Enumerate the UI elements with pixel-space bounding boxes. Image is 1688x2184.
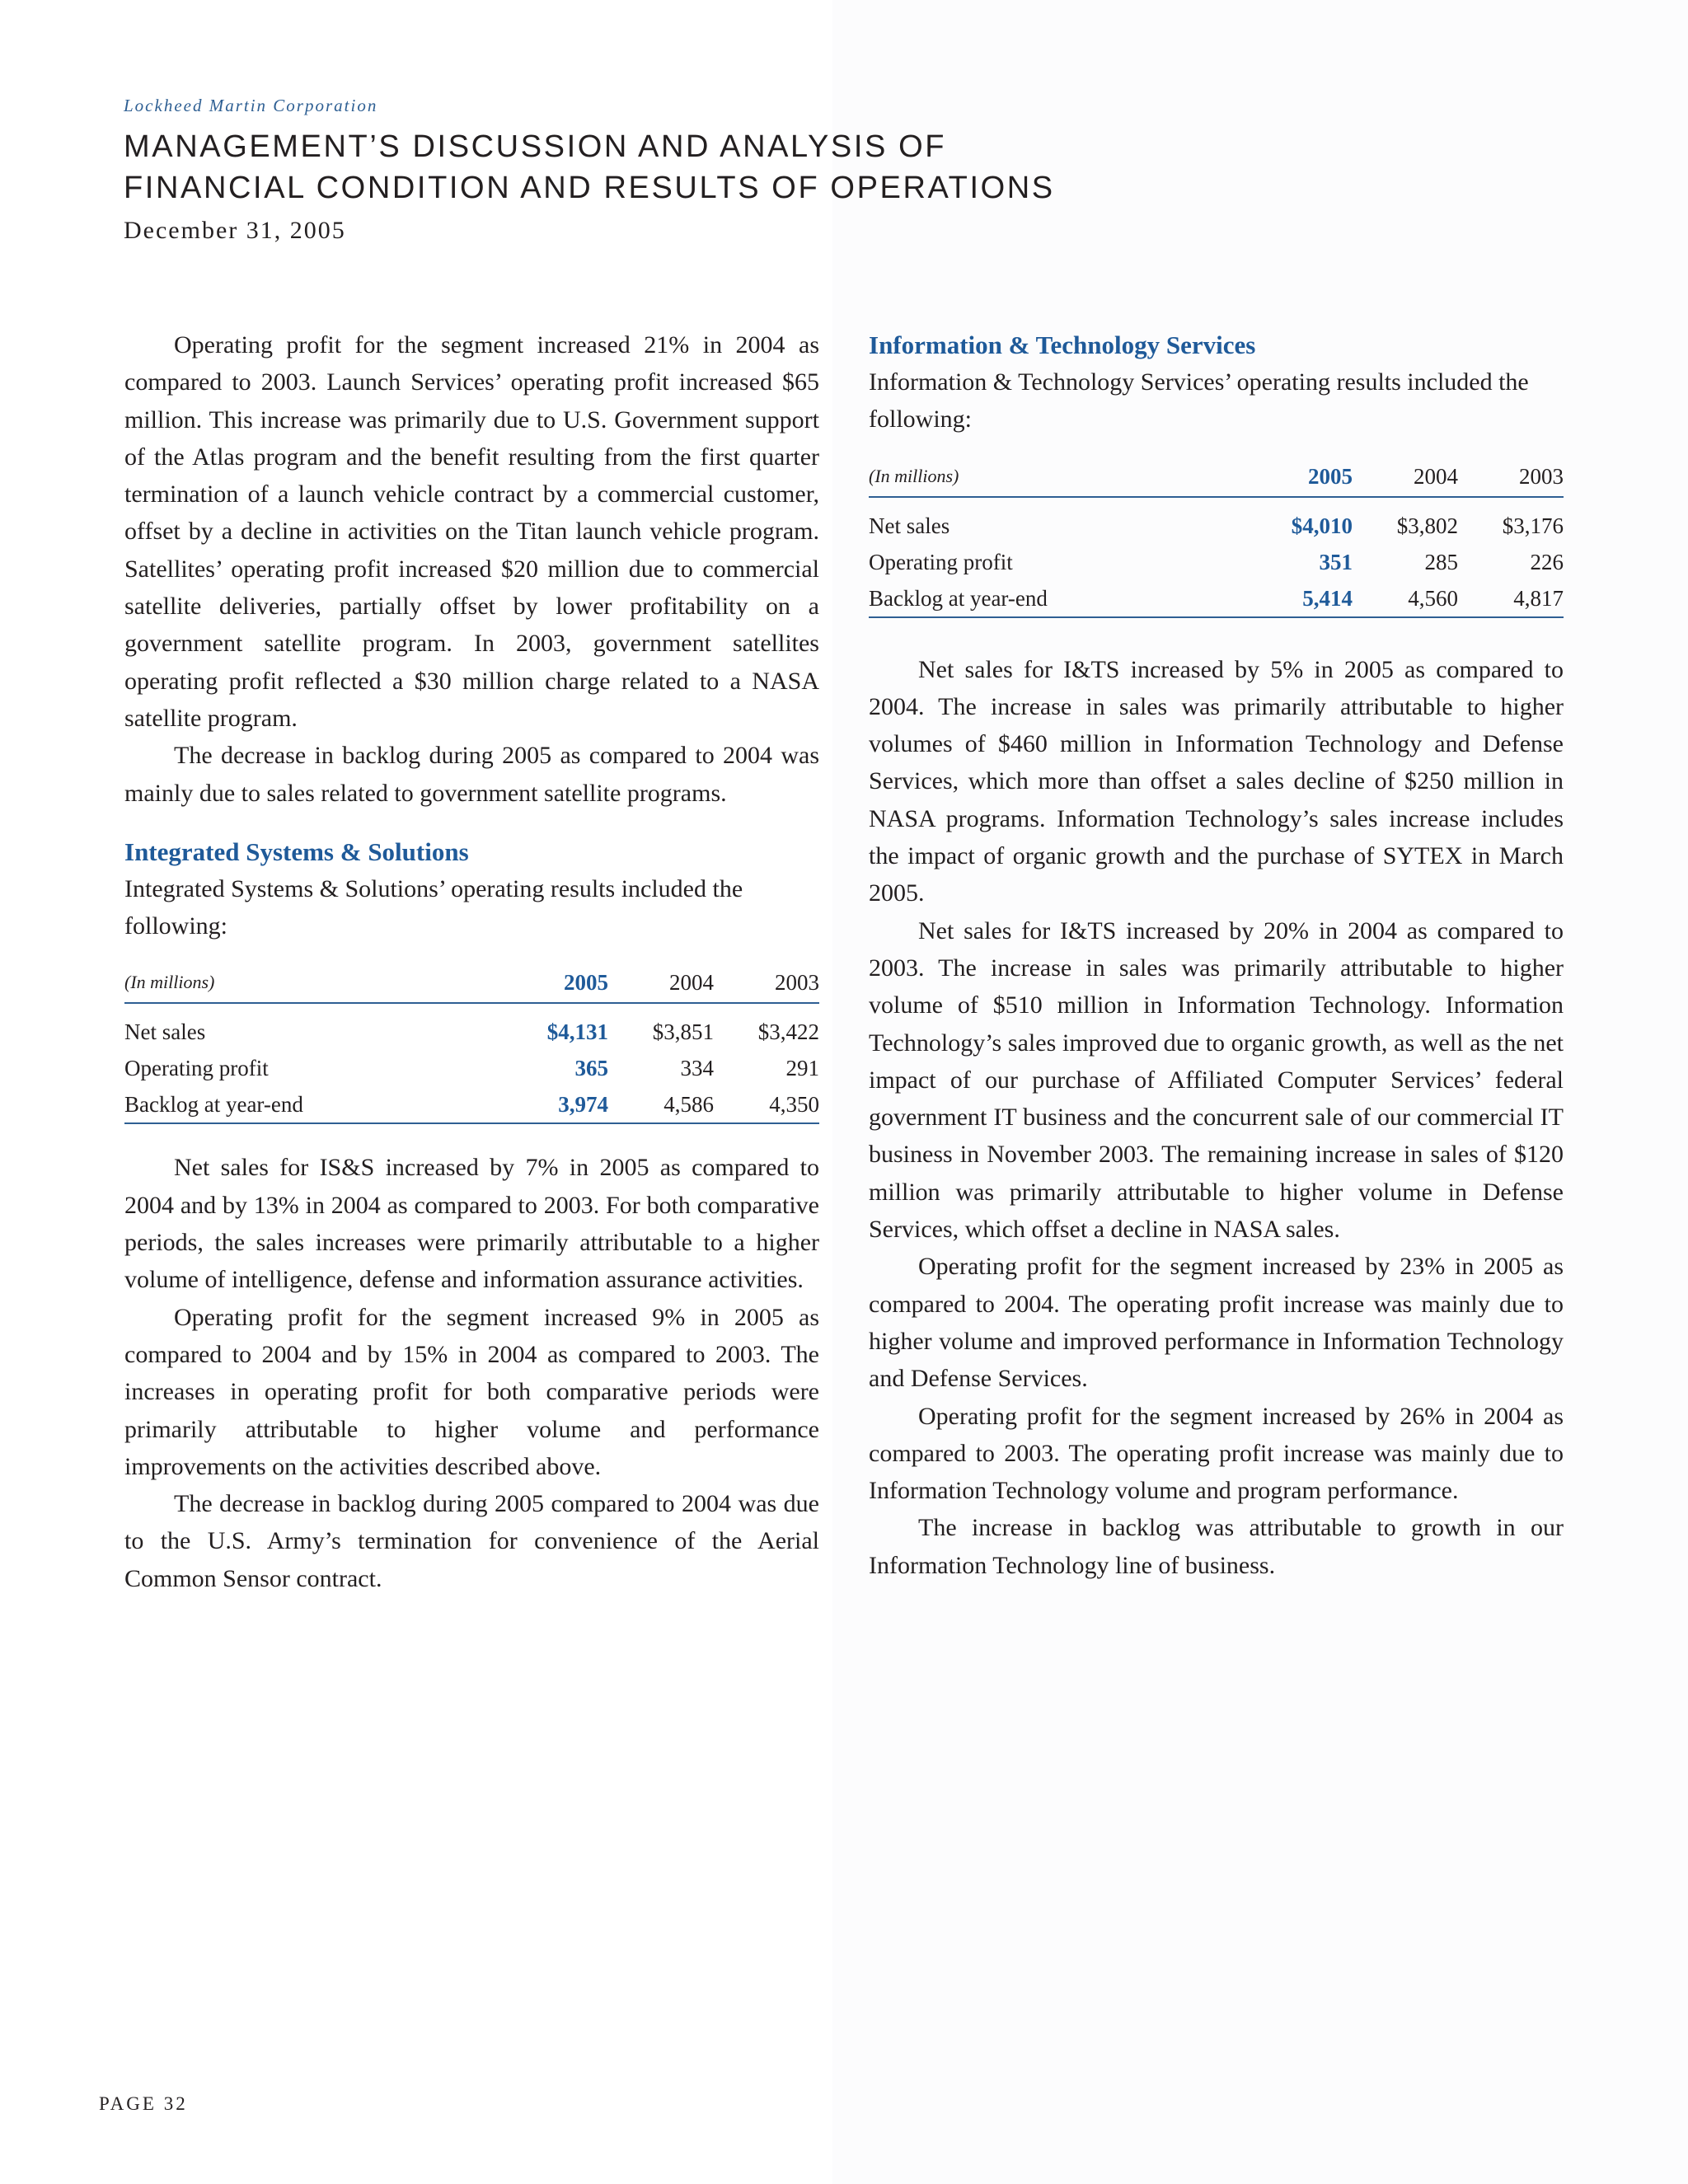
table-cell: $3,422 <box>757 1019 819 1045</box>
table-cell: 285 <box>1424 549 1458 574</box>
table-unit-label: (In millions) <box>869 458 1247 497</box>
company-name: Lockheed Martin Corporation <box>124 96 378 115</box>
table-cell: 4,350 <box>714 1086 819 1123</box>
table-header-row <box>869 458 1564 497</box>
table-cell: 291 <box>785 1056 819 1081</box>
table-cell: 4,560 <box>1353 580 1458 617</box>
section-heading-its: Information & Technology Services <box>869 330 1256 359</box>
left-column <box>124 326 819 1597</box>
page-title-line-1: MANAGEMENT’S DISCUSSION AND ANALYSIS OF <box>124 129 947 164</box>
table-cell: 5,414 <box>1247 580 1353 617</box>
paragraph: Operating profit for the segment increased 9% in 2005 as compared to 2004 and by 15% in 2004 as compared to 2003. The increases in operating profit for both comparative periods were primarily attributable to higher volume and performance improvements on the activities described above. <box>124 1303 819 1480</box>
paragraph: Net sales for I&TS increased by 20% in 2004 as compared to 2003. The increase in sales was primarily attributable to higher volume of $510 million in Information Technology. Information Technology’s sales improved due to organic growth, as well as the net impact of our purchase of Affiliated Computer Services’ federal government IT business and the concurrent sale of our commercial IT business in November 2003. The remaining increase in sales of $120 million was primarily attributable to higher volume in Defense Services, which offset a decline in NASA sales. <box>869 916 1564 1244</box>
table-row <box>124 1086 819 1123</box>
table-row <box>869 497 1564 544</box>
table-header-row <box>124 964 819 1003</box>
row-label: Operating profit <box>124 1056 269 1081</box>
paragraph: Operating profit for the segment increased 21% in 2004 as compared to 2003. Launch Services’ operating profit increased $65 million. This increase was primarily due to U.S. Government support of the Atlas program and the benefit resulting from the first quarter termination of a launch vehicle contract by a commercial customer, offset by a decline in activities on the Titan launch vehicle program. Satellites’ operating profit increased $20 million due to commercial satellite deliveries, partially offset by lower profitability on a government satellite program. In 2003, government satellites operating profit reflected a $30 million charge related to a NASA satellite program. <box>124 331 819 732</box>
table-year-header: 2005 <box>503 964 608 1003</box>
table-cell: 4,586 <box>608 1086 714 1123</box>
row-label: Net sales <box>869 513 950 538</box>
table-year-header: 2005 <box>1247 458 1353 497</box>
paragraph: Net sales for I&TS increased by 5% in 2005 as compared to 2004. The increase in sales was primarily attributable to higher volumes of $460 million in Information Technology and Defense Services, which more than offset a sales decline of $250 million in NASA programs. Information Technology’s sales increase includes the impact of organic growth and the purchase of SYTEX in March 2005. <box>869 655 1564 907</box>
row-label: Backlog at year-end <box>124 1086 503 1123</box>
row-label: Operating profit <box>869 549 1013 574</box>
table-cell: $4,131 <box>546 1019 608 1045</box>
section-intro: Integrated Systems & Solutions’ operating results included the following: <box>124 874 743 940</box>
its-results-table <box>869 458 1564 618</box>
table-cell: 3,974 <box>503 1086 608 1123</box>
table-cell: $3,176 <box>1502 513 1564 538</box>
table-cell: $3,851 <box>652 1019 714 1045</box>
table-cell: 4,817 <box>1458 580 1564 617</box>
table-row <box>869 544 1564 580</box>
row-label: Backlog at year-end <box>869 580 1247 617</box>
paragraph: The decrease in backlog during 2005 compared to 2004 was due to the U.S. Army’s termination for convenience of the Aerial Common Sensor contract. <box>124 1490 819 1592</box>
paragraph: Operating profit for the segment increased by 23% in 2005 as compared to 2004. The operating profit increase was mainly due to higher volume and improved performance in Information Technology and Defense Services. <box>869 1253 1564 1393</box>
page-title-line-2: FINANCIAL CONDITION AND RESULTS OF OPERATIONS <box>124 171 1055 205</box>
paragraph: The increase in backlog was attributable to growth in our Information Technology line of business. <box>869 1514 1564 1579</box>
page-number: PAGE 32 <box>99 2093 188 2114</box>
table-cell: 226 <box>1530 549 1564 574</box>
table-cell: $4,010 <box>1291 513 1353 538</box>
report-date: December 31, 2005 <box>124 217 346 244</box>
section-heading-iss: Integrated Systems & Solutions <box>124 837 469 866</box>
table-unit-label: (In millions) <box>124 964 503 1003</box>
table-row <box>124 1050 819 1086</box>
table-year-header: 2003 <box>1458 458 1564 497</box>
paragraph: The decrease in backlog during 2005 as compared to 2004 was mainly due to sales related to government satellite programs. <box>124 742 819 807</box>
table-cell: 365 <box>574 1056 608 1081</box>
paragraph: Operating profit for the segment increased by 26% in 2004 as compared to 2003. The operating profit increase was mainly due to Information Technology volume and program performance. <box>869 1402 1564 1505</box>
paragraph: Net sales for IS&S increased by 7% in 2005 as compared to 2004 and by 13% in 2004 as compared to 2003. For both comparative periods, the sales increases were primarily attributable to a higher volume of intelligence, defense and information assurance activities. <box>124 1154 819 1294</box>
right-column <box>869 326 1564 1584</box>
table-row <box>869 580 1564 617</box>
table-cell: $3,802 <box>1396 513 1458 538</box>
table-year-header: 2004 <box>608 964 714 1003</box>
page-header <box>124 96 1278 245</box>
iss-results-table <box>124 964 819 1124</box>
table-row <box>124 1003 819 1050</box>
table-year-header: 2003 <box>714 964 819 1003</box>
row-label: Net sales <box>124 1019 206 1045</box>
table-year-header: 2004 <box>1353 458 1458 497</box>
table-cell: 351 <box>1319 549 1353 574</box>
table-cell: 334 <box>680 1056 714 1081</box>
section-intro: Information & Technology Services’ operating results included the following: <box>869 368 1529 434</box>
